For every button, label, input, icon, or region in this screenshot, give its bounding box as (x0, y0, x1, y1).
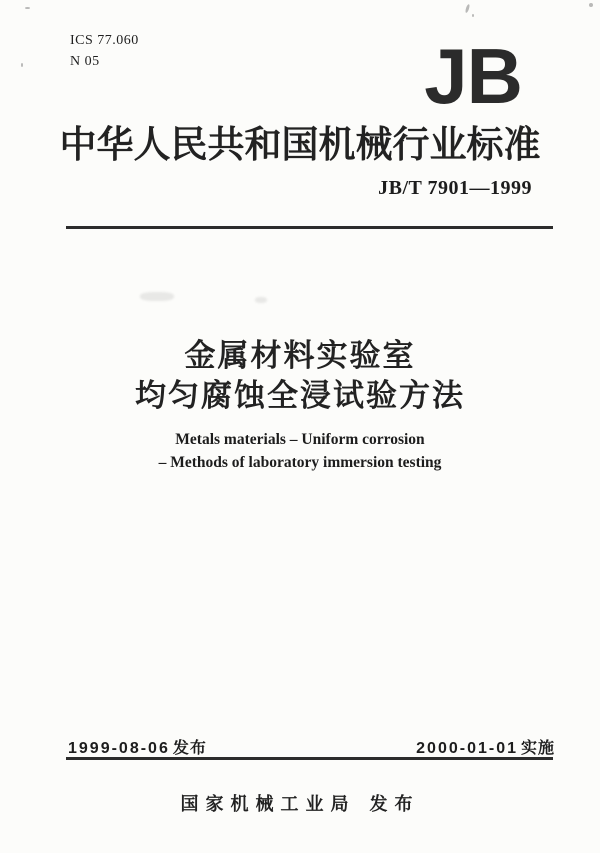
implementation-date-label: 实施 (520, 740, 555, 757)
document-title-cn (0, 336, 600, 416)
standard-number: JB/T 7901—1999 (378, 177, 532, 199)
scan-smudge (140, 292, 174, 301)
implementation-date: 2000-01-01 (416, 740, 518, 757)
publisher-row (0, 790, 600, 816)
publisher-name: 国家机械工业局 (180, 794, 356, 814)
standard-header-title: 中华人民共和国机械行业标准 (59, 124, 541, 165)
class-code: N 05 (70, 54, 100, 69)
classification-block (70, 30, 139, 72)
scan-artifact (589, 3, 593, 7)
date-row (68, 735, 555, 757)
title-en-line1: Metals materials – Uniform corrosion (175, 431, 425, 448)
scan-artifact (25, 7, 30, 9)
footer-rule (66, 757, 553, 760)
issue-date: 1999-08-06 (68, 740, 170, 757)
issue-date-group (68, 735, 207, 758)
scan-artifact (472, 14, 474, 17)
jb-logo: JB (424, 32, 522, 120)
header-rule (66, 226, 553, 229)
issue-date-label: 发布 (172, 740, 207, 757)
implementation-date-group (416, 735, 555, 758)
scan-artifact (465, 4, 471, 13)
ics-code: ICS 77.060 (70, 33, 139, 48)
scan-artifact (21, 63, 23, 67)
scan-smudge (255, 297, 267, 303)
title-cn-line2: 均匀腐蚀全浸试验方法 (135, 378, 465, 413)
document-title-en (0, 428, 600, 474)
title-cn-line1: 金属材料实验室 (184, 338, 416, 373)
publisher-action-label: 发布 (369, 794, 420, 814)
title-en-line2: – Methods of laboratory immersion testing (158, 454, 442, 471)
